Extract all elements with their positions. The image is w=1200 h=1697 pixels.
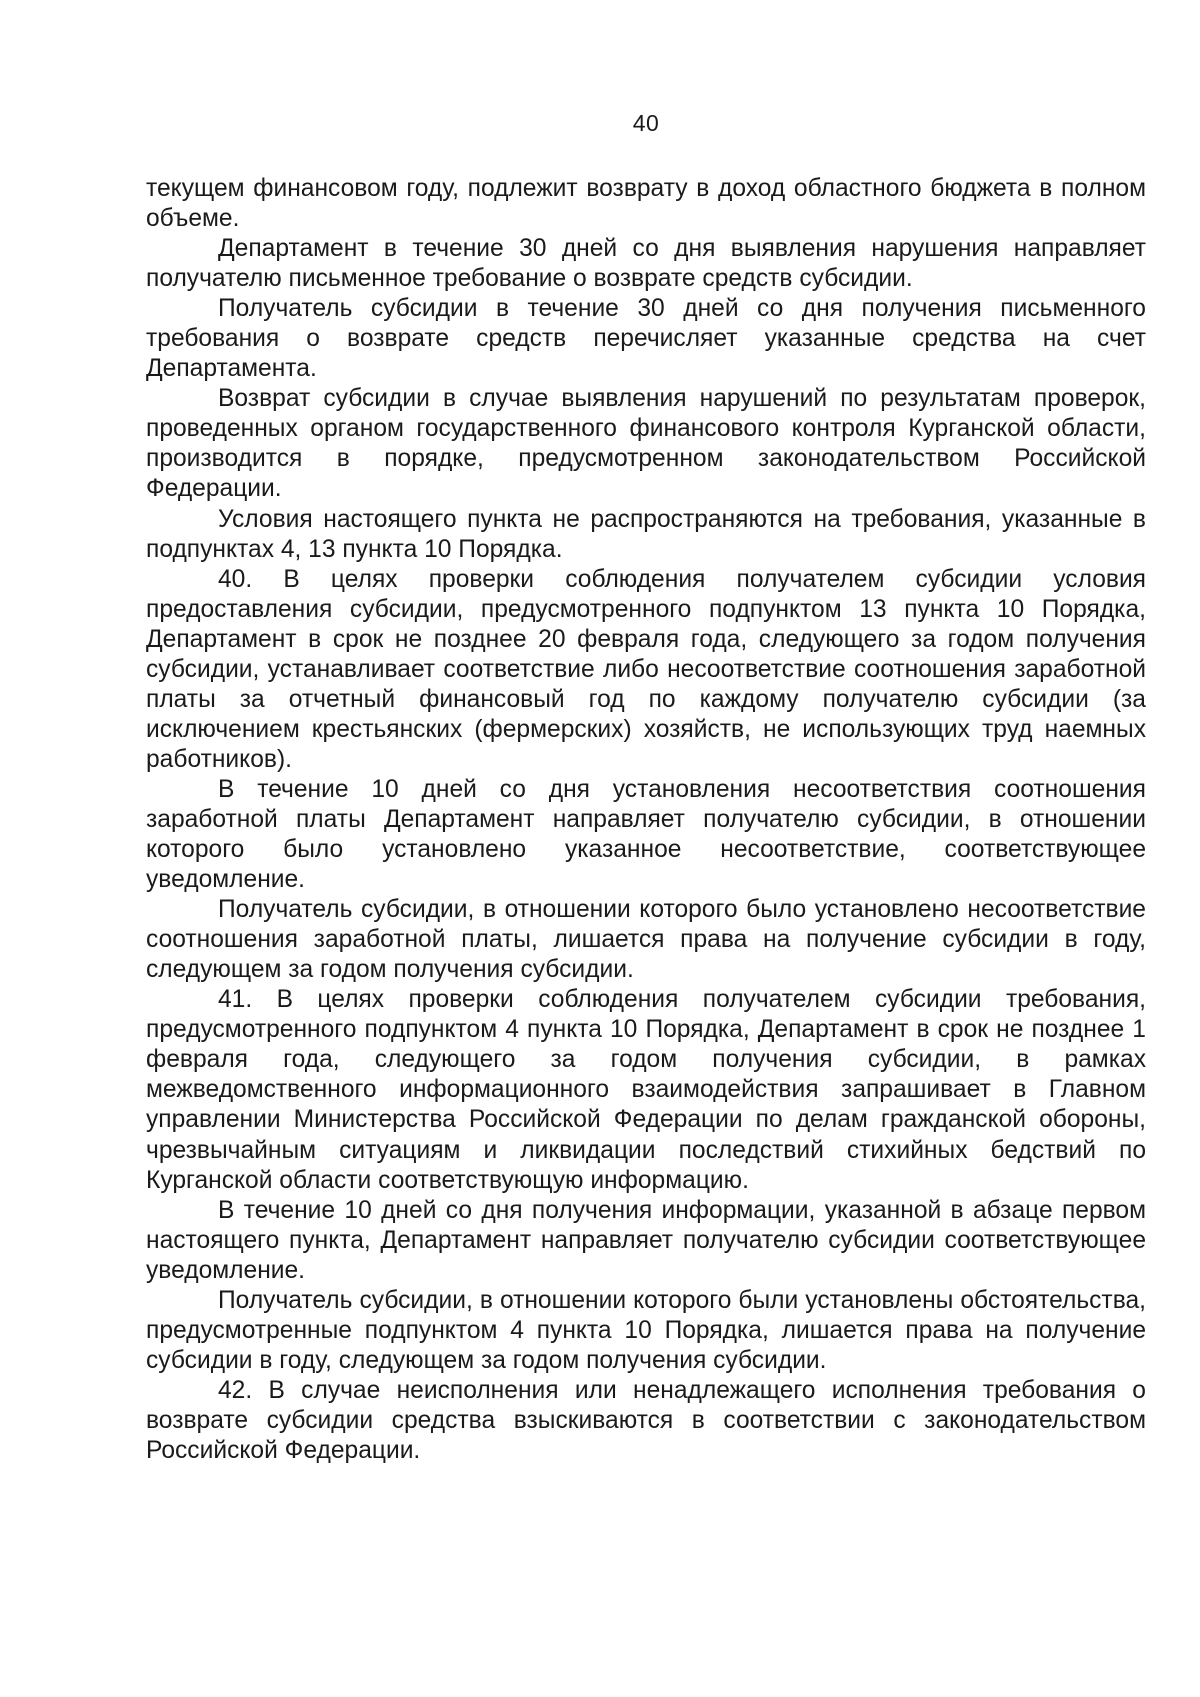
paragraph-clause-41: 41. В целях проверки соблюдения получателем субсидии требования, предусмотренного подпунктом 4 пункта 10 Порядка, Департамент в срок не позднее 1 февраля года, следующего за годом получения субсидии, в рамках межведомственного информационного взаимодействия запрашивает в Главном управлении Министерства Российской Федерации по делам гражданской обороны, чрезвычайным ситуациям и ликвидации последствий стихийных бедствий по Курганской области соответствующую информацию. bbox=[146, 986, 1146, 1194]
paragraph-clause-41-deprivation: Получатель субсидии, в отношении которого были установлены обстоятельства, предусмотренные подпунктом 4 пункта 10 Порядка, лишается права на получение субсидии в году, следующем за годом получения субсидии. bbox=[146, 1286, 1146, 1374]
paragraph-refund-audit: Возврат субсидии в случае выявления нарушений по результатам проверок, проведенных органом государственного финансового контроля Курганской области, производится в порядке, предусмотренном законодательством Российской Федерации. bbox=[146, 385, 1146, 503]
paragraph-continuation: текущем финансовом году, подлежит возврату в доход областного бюджета в полном объеме. bbox=[146, 175, 1146, 233]
paragraph-exceptions: Условия настоящего пункта не распространяются на требования, указанные в подпунктах 4, 13 пункта 10 Порядка. bbox=[146, 505, 1146, 563]
paragraph-clause-42: 42. В случае неисполнения или ненадлежащего исполнения требования о возврате субсидии средства взыскиваются в соответствии с законодательством Российской Федерации. bbox=[146, 1376, 1146, 1464]
paragraph-clause-41-notice: В течение 10 дней со дня получения информации, указанной в абзаце первом настоящего пункта, Департамент направляет получателю субсидии соответствующее уведомление. bbox=[146, 1196, 1146, 1284]
paragraph-notice-deadline: Департамент в течение 30 дней со дня выявления нарушения направляет получателю письменное требование о возврате средств субсидии. bbox=[146, 235, 1146, 293]
page-number: 40 bbox=[632, 110, 660, 136]
paragraph-clause-40: 40. В целях проверки соблюдения получателем субсидии условия предоставления субсидии, предусмотренного подпунктом 13 пункта 10 Порядка, Департамент в срок не позднее 20 февраля года, следующего за годом получения субсидии, устанавливает соответствие либо несоответствие соотношения заработной платы за отчетный финансовый год по каждому получателю субсидии (за исключением крестьянских (фермерских) хозяйств, не использующих труд наемных работников). bbox=[146, 565, 1146, 773]
paragraph-clause-40-deprivation: Получатель субсидии, в отношении которого было установлено несоответствие соотношения заработной платы, лишается права на получение субсидии в году, следующем за годом получения субсидии. bbox=[146, 896, 1146, 984]
paragraph-clause-40-notice: В течение 10 дней со дня установления несоответствия соотношения заработной платы Департамент направляет получателю субсидии, в отношении которого было установлено указанное несоответствие, соответствующее уведомление. bbox=[146, 775, 1146, 894]
paragraph-refund-transfer: Получатель субсидии в течение 30 дней со дня получения письменного требования о возврате средств перечисляет указанные средства на счет Департамента. bbox=[146, 295, 1146, 383]
document-body bbox=[146, 174, 1146, 1466]
